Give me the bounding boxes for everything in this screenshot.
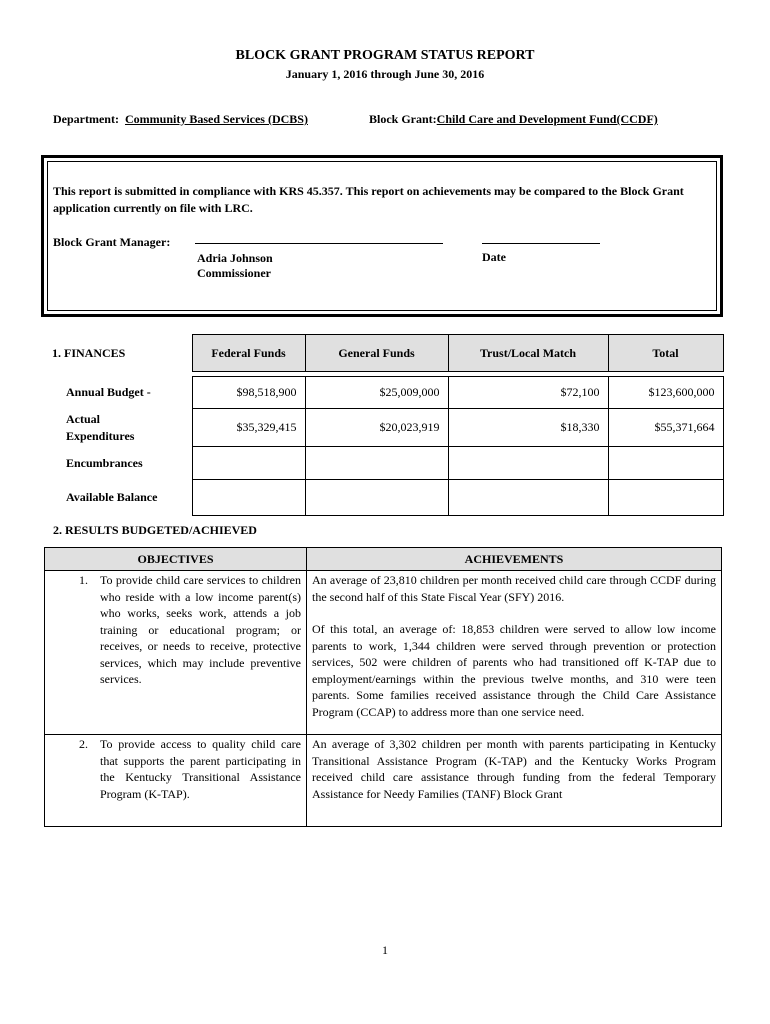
block-grant-line xyxy=(369,112,658,127)
achievement-paragraph: Of this total, an average of: 18,853 children were served to allow low income parents to work, 1,344 children were served through prevention or protection services, 502 were children of parents who had transitioned off K-TAP due to employment/earnings within the previous twelve months, and 310 were teen parents. Some families received assistance through the Child Care Assistance Program (CCAP) to address more than one service need. xyxy=(312,622,716,719)
finances-table xyxy=(44,334,724,516)
table-row xyxy=(44,377,723,409)
cell-value xyxy=(448,480,608,516)
objective-cell xyxy=(45,571,307,735)
table-row xyxy=(44,480,723,516)
cell-value xyxy=(305,447,448,480)
row-label: Annual Budget - xyxy=(44,377,192,409)
results-table xyxy=(44,547,722,827)
achievements-header: ACHIEVEMENTS xyxy=(307,548,722,571)
manager-name: Adria Johnson xyxy=(197,251,273,265)
objective-number: 1. xyxy=(79,573,88,587)
report-period: January 1, 2016 through June 30, 2016 xyxy=(285,67,485,81)
table-row xyxy=(45,571,722,735)
date-label: Date xyxy=(482,250,506,264)
cell-value xyxy=(608,480,723,516)
department-value: Community Based Services (DCBS) xyxy=(124,112,308,126)
objective-text: To provide access to quality child care that supports the parent participating in the Kentucky Transitional Assistance Program (K-TAP). xyxy=(100,737,301,801)
cell-value: $123,600,000 xyxy=(608,377,723,409)
department-line xyxy=(53,112,308,127)
cell-value: $18,330 xyxy=(448,409,608,447)
table-row xyxy=(45,735,722,827)
objective-number: 2. xyxy=(79,737,88,751)
col-header: General Funds xyxy=(305,335,448,372)
objective-cell xyxy=(45,735,307,827)
col-header: Total xyxy=(608,335,723,372)
achievement-paragraph: An average of 3,302 children per month with parents participating in Kentucky Transitional Assistance Program (K-TAP) and the Kentucky Works Program received child care assistance through funding from the federal Temporary Assistance for Needy Families (TANF) Block Grant xyxy=(312,737,716,801)
objectives-header: OBJECTIVES xyxy=(45,548,307,571)
block-grant-value: Child Care and Development Fund(CCDF) xyxy=(436,112,658,126)
achievement-paragraph: An average of 23,810 children per month received child care through CCDF during the second half of this State Fiscal Year (SFY) 2016. xyxy=(312,573,716,604)
cell-value: $55,371,664 xyxy=(608,409,723,447)
cell-value: $98,518,900 xyxy=(192,377,305,409)
cell-value: $25,009,000 xyxy=(305,377,448,409)
row-label-line: Expenditures xyxy=(66,428,135,443)
finances-header-row xyxy=(44,335,723,372)
manager-label: Block Grant Manager: xyxy=(53,235,171,249)
department-label: Department: xyxy=(53,112,119,126)
cell-value xyxy=(192,447,305,480)
cell-value xyxy=(448,447,608,480)
achievement-cell xyxy=(307,571,722,735)
finances-section-label: 1. FINANCES xyxy=(52,345,126,360)
col-header: Trust/Local Match xyxy=(448,335,608,372)
compliance-statement: This report is submitted in compliance with KRS 45.357. This report on achievements may be compared to the Block Grant application currently on file with LRC. xyxy=(53,184,684,215)
table-row xyxy=(44,447,723,480)
report-title: BLOCK GRANT PROGRAM STATUS REPORT xyxy=(235,48,535,63)
block-grant-label: Block Grant: xyxy=(369,112,437,126)
cell-value xyxy=(192,480,305,516)
date-signature-line xyxy=(482,233,600,244)
page-number: 1 xyxy=(382,943,388,957)
cell-value xyxy=(305,480,448,516)
row-label xyxy=(44,409,192,447)
results-header-row xyxy=(45,548,722,571)
cell-value: $20,023,919 xyxy=(305,409,448,447)
cell-value: $35,329,415 xyxy=(192,409,305,447)
results-section-label: 2. RESULTS BUDGETED/ACHIEVED xyxy=(53,523,257,537)
manager-signature-line xyxy=(195,233,443,244)
cell-value xyxy=(608,447,723,480)
objective-text: To provide child care services to children who reside with a low income parent(s) who works, seeks work, attends a job training or educational program; or receives, or needs to receive, protective services, which may include preventive services. xyxy=(100,573,301,686)
achievement-cell xyxy=(307,735,722,827)
row-label: Available Balance xyxy=(44,480,192,516)
col-header: Federal Funds xyxy=(192,335,305,372)
row-label: Encumbrances xyxy=(44,447,192,480)
table-row xyxy=(44,409,723,447)
cell-value: $72,100 xyxy=(448,377,608,409)
row-label-line: Actual xyxy=(66,411,100,426)
manager-title: Commissioner xyxy=(197,266,271,280)
